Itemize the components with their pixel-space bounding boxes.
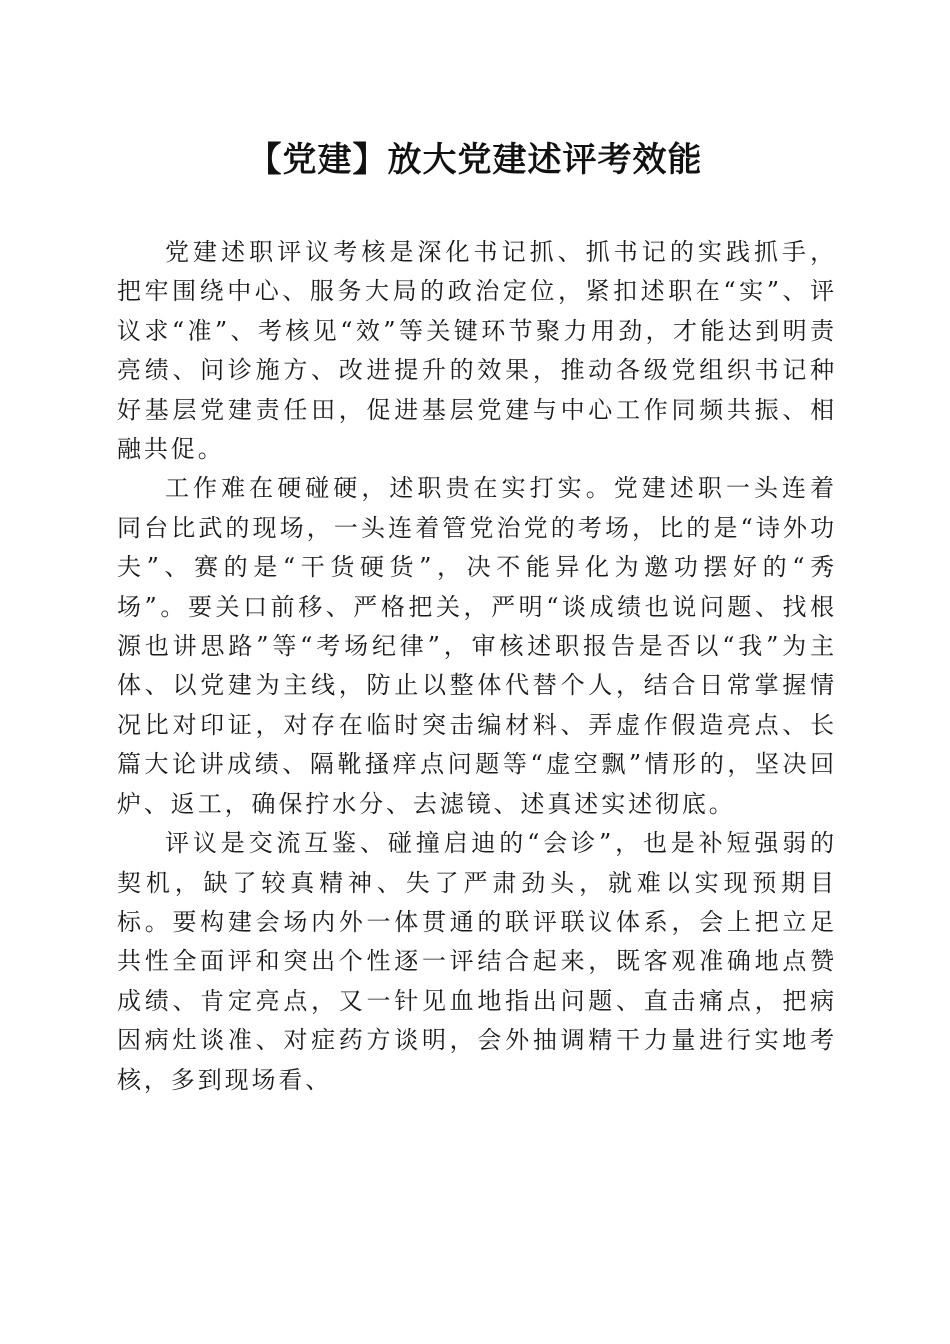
paragraph-1: 党建述职评议考核是深化书记抓、抓书记的实践抓手，把牢围绕中心、服务大局的政治定位，紧扣述职在“实”、评议求“准”、考核见“效”等关键环节聚力用劲，才能达到明责亮绩、问诊施方、改进提升的效果，推动各级党组织书记种好基层党建责任田，促进基层党建与中心工作同频共振、相融共促。 <box>117 238 837 464</box>
document-body <box>117 233 837 1100</box>
paragraph-2: 工作难在硬碰硬，述职贵在实打实。党建述职一头连着同台比武的现场，一头连着管党治党的考场，比的是“诗外功夫”、赛的是“干货硬货”，决不能异化为邀功摆好的“秀场”。要关口前移、严格把关，严明“谈成绩也说问题、找根源也讲思路”等“考场纪律”，审核述职报告是否以“我”为主体、以党建为主线，防止以整体代替个人，结合日常掌握情况比对印证，对存在临时突击编材料、弄虚作假造亮点、长篇大论讲成绩、隔靴搔痒点问题等“虚空飘”情形的，坚决回炉、返工，确保拧水分、去滤镜、述真述实述彻底。 <box>117 474 837 818</box>
document-title: 【党建】放大党建述评考效能 <box>247 140 703 180</box>
paragraph-3: 评议是交流互鉴、碰撞启迪的“会诊”，也是补短强弱的契机，缺了较真精神、失了严肃劲头，就难以实现预期目标。要构建会场内外一体贯通的联评联议体系，会上把立足共性全面评和突出个性逐一评结合起来，既客观准确地点赞成绩、肯定亮点，又一针见血地指出问题、直击痛点，把病因病灶谈准、对症药方谈明，会外抽调精干力量进行实地考核，多到现场看、 <box>117 829 837 1094</box>
